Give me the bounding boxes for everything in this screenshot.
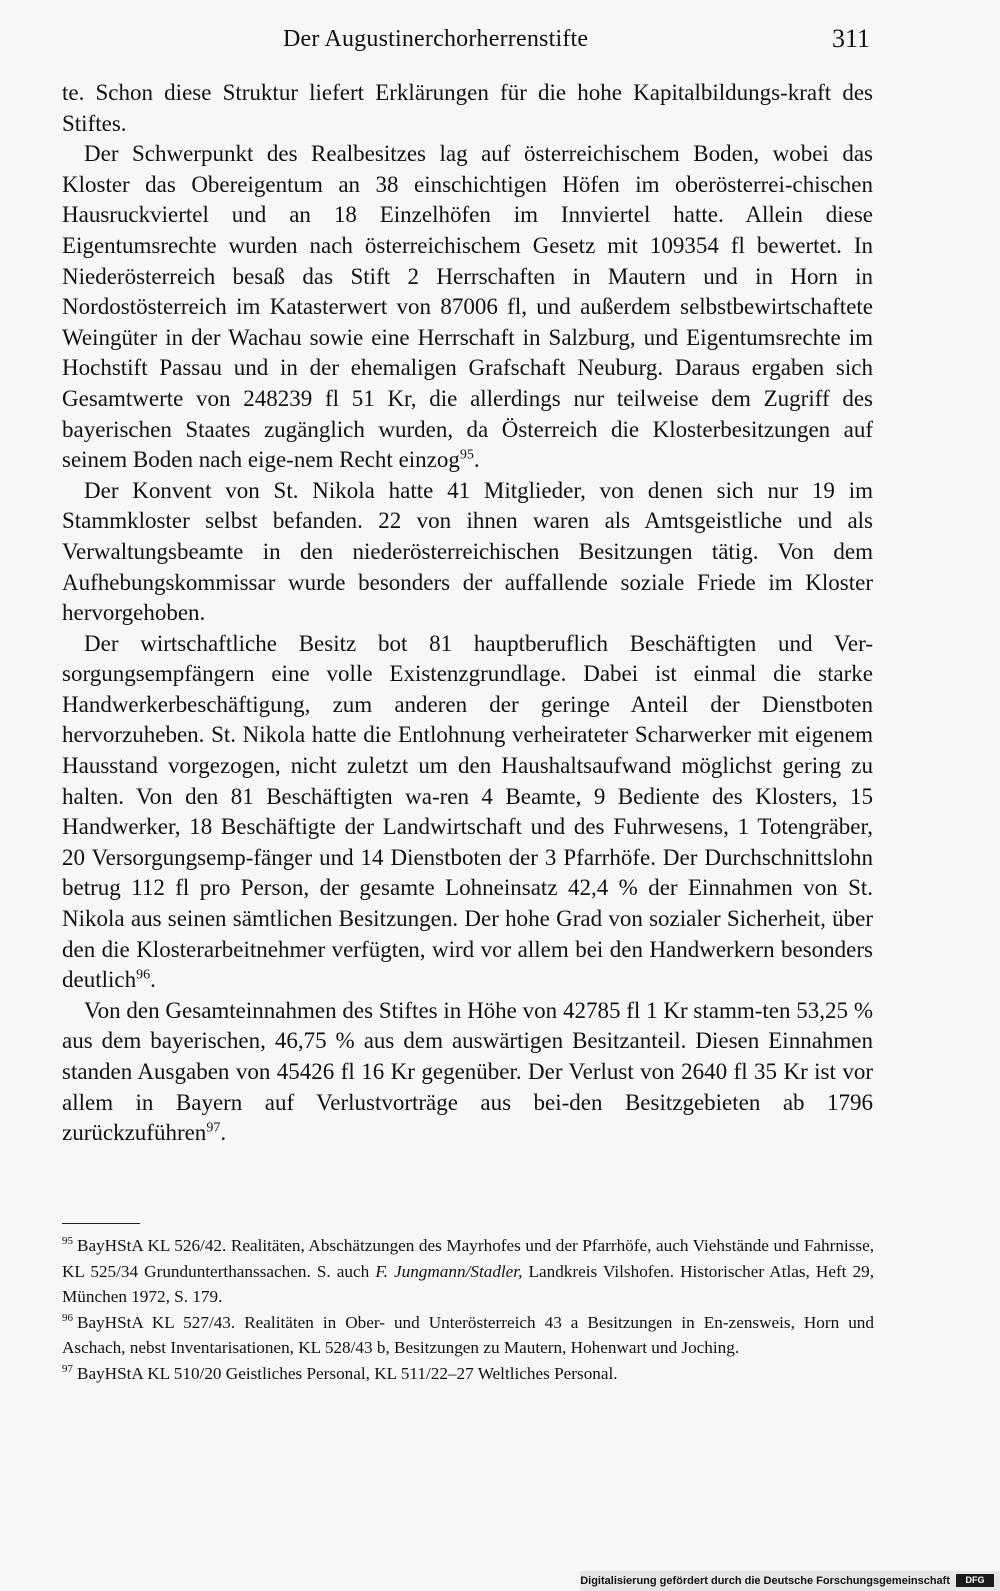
paragraph-1: te. Schon diese Struktur liefert Erklärungen für die hohe Kapitalbildungs-kraft des Stiftes. <box>62 80 873 136</box>
paragraph-2: Der Schwerpunkt des Realbesitzes lag auf österreichischem Boden, wobei das Kloster das Obereigentum an 38 einschichtigen Höfen im oberösterrei-chischen Hausruckviertel und an 18 Einzelhöfen im Innviertel hatte. Allein diese Eigentumsrechte wurden nach österreichischem Gesetz mit 109354 fl bewertet. In Niederösterreich besaß das Stift 2 Herrschaften in Mautern und in Horn in Nordostösterreich im Katasterwert von 87006 fl, und außerdem selbstbewirtschaftete Weingüter in der Wachau sowie eine Herrschaft in Salzburg, und Eigentumsrechte im Hochstift Passau und in der ehemaligen Grafschaft Neuburg. Daraus ergaben sich Gesamtwerte von 248239 fl 51 Kr, die allerdings nur teilweise dem Zugriff des bayerischen Staates zugänglich wurden, da Österreich die Klosterbesitzungen auf seinem Boden nach eige-nem Recht einzog$^{95}$. <box>62 141 873 473</box>
footnote-divider <box>62 1223 140 1224</box>
page-header <box>0 22 1000 58</box>
body-text <box>62 78 873 1149</box>
running-title: Der Augustinerchorherrenstifte <box>283 26 589 52</box>
paragraph-4: Der wirtschaftliche Besitz bot 81 hauptberuflich Beschäftigten und Ver-sorgungsempfängern eine volle Existenzgrundlage. Dabei ist einmal die starke Handwerkerbeschäftigung, zum anderen der geringe Anteil der Dienstboten hervorzuheben. St. Nikola hatte die Entlohnung verheirateter Scharwerker mit eigenem Hausstand vorgezogen, nicht zuletzt um den Haushaltsaufwand möglichst gering zu halten. Von den 81 Beschäftigten wa-ren 4 Beamte, 9 Bediente des Klosters, 15 Handwerker, 18 Beschäftigte der Landwirtschaft und des Fuhrwesens, 1 Totengräber, 20 Versorgungsemp-fänger und 14 Dienstboten der 3 Pfarrhöfe. Der Durchschnittslohn betrug 112 fl pro Person, der gesamte Lohneinsatz 42,4 % der Einnahmen von St. Nikola aus seinen sämtlichen Besitzungen. Der hohe Grad von sozialer Sicherheit, über den die Klosterarbeitnehmer verfügten, wird vor allem bei den Handwerkern besonders deutlich$^{96}$. <box>62 630 873 993</box>
footnote-author: F. Jungmann/Stadler, <box>375 1261 523 1281</box>
footnote-number: 96 <box>62 1312 73 1325</box>
footnote-96: $^{96}$ BayHStA KL 527/43. Realitäten in Ober- und Unterösterreich 43 a Besitzungen in En-zensweis, Horn und Aschach, nebst Inventarisationen, KL 528/43 b, Besitzungen zu Mautern, Hohenwart und Joching. <box>62 1312 874 1358</box>
footnotes <box>62 1233 874 1387</box>
footnote-number: 95 <box>62 1235 73 1248</box>
footer-credit: Digitalisierung gefördert durch die Deutsche Forschungsgemeinschaft <box>580 1575 950 1587</box>
footnote-ref-96[interactable]: 96 <box>136 967 151 983</box>
paragraph-5: Von den Gesamteinnahmen des Stiftes in Höhe von 42785 fl 1 Kr stamm-ten 53,25 % aus dem bayerischen, 46,75 % aus dem auswärtigen Besitzanteil. Diesen Einnahmen standen Ausgaben von 45426 fl 16 Kr gegenüber. Der Verlust von 2640 fl 35 Kr ist vor allem in Bayern auf Verlustvorträge aus bei-den Besitzgebieten ab 1796 zurückzuführen$^{97}$. <box>62 997 873 1146</box>
footnote-ref-97[interactable]: 97 <box>206 1120 221 1136</box>
footnote-97: $^{97}$ BayHStA KL 510/20 Geistliches Personal, KL 511/22–27 Weltliches Personal. <box>62 1363 618 1383</box>
footnote-95: $^{95}$ BayHStA KL 526/42. Realitäten, Abschätzungen des Mayrhofes und der Pfarrhöfe, auch Viehstände und Fahrnisse, KL 525/34 Grundunterthanssachen. S. auch F. Jungmann/Stadler, Landkreis Vilshofen. Historischer Atlas, Heft 29, München 1972, S. 179. <box>62 1235 875 1307</box>
page-number: 311 <box>832 24 871 53</box>
paragraph-3: Der Konvent von St. Nikola hatte 41 Mitglieder, von denen sich nur 19 im Stammkloster selbst befanden. 22 von ihnen waren als Amtsgeistliche und als Verwaltungsbeamte in den niederösterreichischen Besitzungen tätig. Von dem Aufhebungskommissar wurde besonders der auffallende soziale Friede im Kloster hervorgehoben. <box>62 477 873 626</box>
footnote-ref-95[interactable]: 95 <box>459 447 474 463</box>
footnote-number: 97 <box>62 1363 73 1376</box>
digitization-footer <box>580 1571 1000 1591</box>
dfg-logo-icon: DFG <box>956 1574 994 1587</box>
